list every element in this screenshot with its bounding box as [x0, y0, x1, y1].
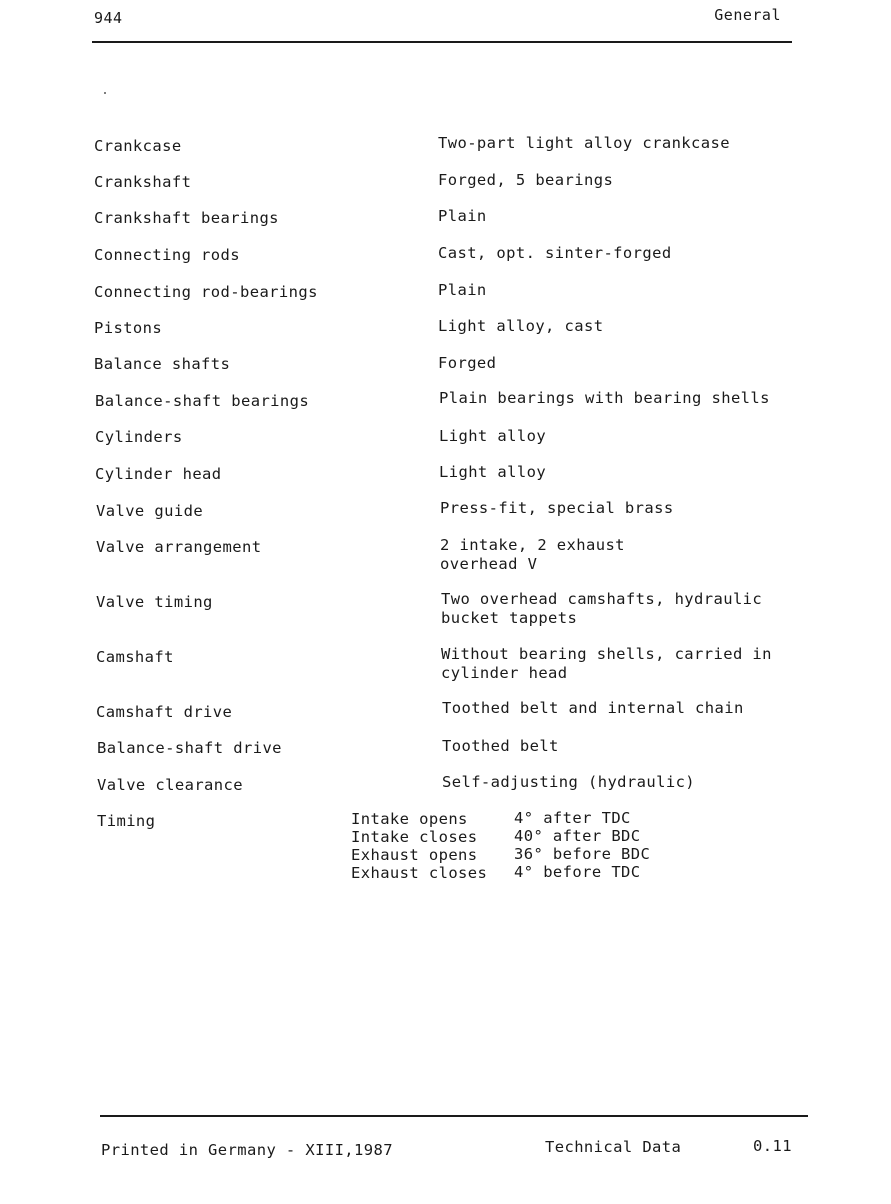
- spec-label: Crankcase: [94, 137, 182, 155]
- spec-label: Crankshaft bearings: [94, 209, 279, 227]
- spec-value-continued: bucket tappets: [441, 609, 578, 627]
- spec-label: Camshaft drive: [96, 703, 233, 721]
- spec-label: Connecting rod-bearings: [94, 283, 318, 301]
- spec-value-continued: cylinder head: [441, 664, 568, 682]
- page-number: 944: [94, 9, 123, 27]
- spec-label: Valve guide: [96, 502, 204, 520]
- spec-label: Crankshaft: [94, 173, 192, 191]
- timing-label: Timing: [97, 812, 156, 830]
- spec-value: Cast, opt. sinter-forged: [438, 244, 672, 262]
- spec-value: 2 intake, 2 exhaust: [440, 536, 625, 554]
- printed-note: Printed in Germany - XIII,1987: [101, 1141, 393, 1159]
- speck: [104, 92, 106, 94]
- spec-label: Balance-shaft drive: [97, 739, 282, 757]
- spec-value: Forged: [438, 354, 497, 372]
- header-rule: [92, 41, 792, 43]
- spec-label: Valve timing: [96, 593, 213, 611]
- timing-value: 40° after BDC: [514, 827, 641, 845]
- spec-value: Without bearing shells, carried in: [441, 645, 772, 663]
- spec-label: Valve clearance: [97, 776, 243, 794]
- timing-value: 4° before TDC: [514, 863, 641, 881]
- timing-value: 4° after TDC: [514, 809, 631, 827]
- spec-value: Light alloy, cast: [438, 317, 604, 335]
- spec-label: Balance-shaft bearings: [95, 392, 310, 410]
- spec-label: Pistons: [94, 319, 163, 337]
- spec-value: Toothed belt and internal chain: [442, 699, 744, 717]
- timing-event: Intake closes: [351, 828, 478, 846]
- timing-event: Exhaust closes: [351, 864, 488, 882]
- spec-value: Forged, 5 bearings: [438, 171, 614, 189]
- spec-label: Cylinders: [95, 428, 183, 446]
- timing-event: Intake opens: [351, 810, 468, 828]
- spec-value: Self-adjusting (hydraulic): [442, 773, 696, 791]
- timing-value: 36° before BDC: [514, 845, 651, 863]
- footer-section: Technical Data: [545, 1138, 682, 1156]
- spec-value-continued: overhead V: [440, 555, 538, 573]
- spec-value: Light alloy: [439, 463, 547, 481]
- spec-label: Cylinder head: [95, 465, 222, 483]
- spec-value: Press-fit, special brass: [440, 499, 674, 517]
- section-title: General: [714, 6, 781, 24]
- spec-label: Valve arrangement: [96, 538, 262, 556]
- spec-value: Plain bearings with bearing shells: [439, 389, 770, 407]
- spec-value: Plain: [438, 207, 487, 225]
- spec-label: Balance shafts: [94, 355, 231, 373]
- spec-value: Toothed belt: [442, 737, 559, 755]
- spec-value: Light alloy: [439, 427, 547, 445]
- footer-page-number: 0.11: [753, 1137, 792, 1155]
- footer-rule: [100, 1115, 808, 1117]
- timing-event: Exhaust opens: [351, 846, 478, 864]
- spec-label: Camshaft: [96, 648, 174, 666]
- spec-value: Plain: [438, 281, 487, 299]
- spec-label: Connecting rods: [94, 246, 240, 264]
- spec-value: Two-part light alloy crankcase: [438, 134, 730, 152]
- spec-value: Two overhead camshafts, hydraulic: [441, 590, 763, 608]
